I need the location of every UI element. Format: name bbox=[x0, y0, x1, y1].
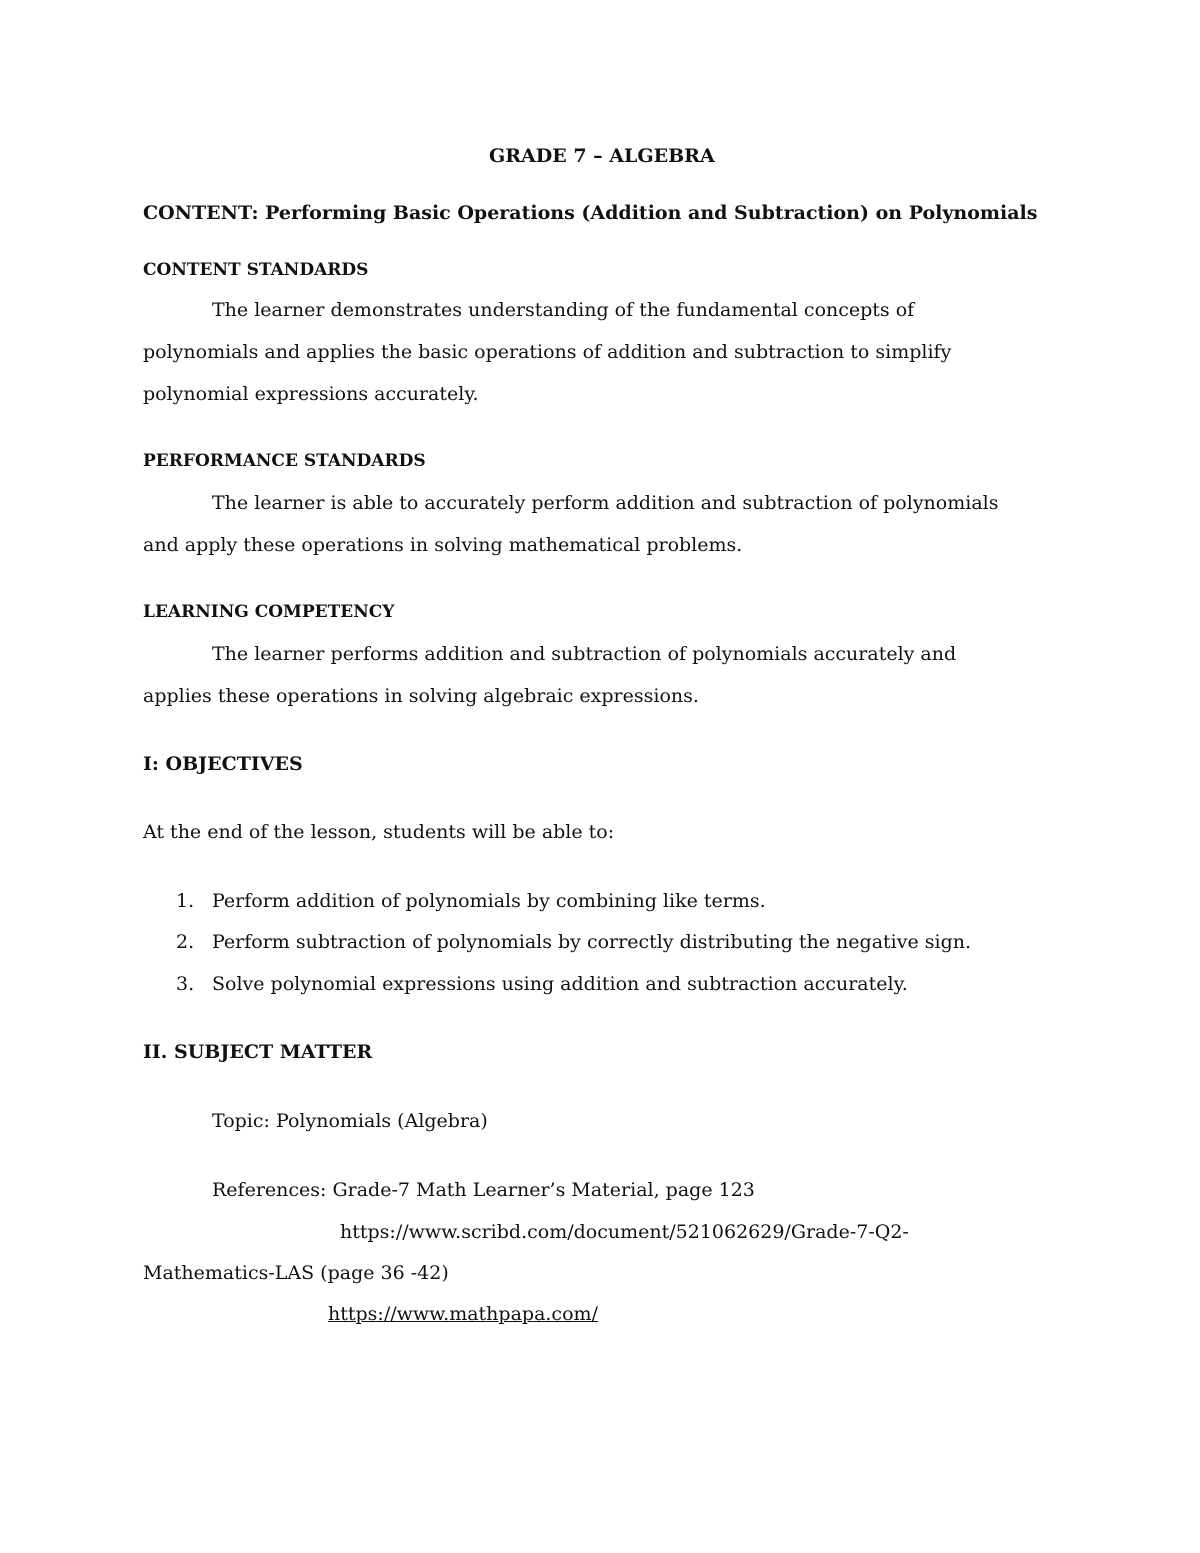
performance-standards-line: and apply these operations in solving mathematical problems. bbox=[143, 534, 743, 556]
objective-item: Perform subtraction of polynomials by correctly distributing the negative sign. bbox=[212, 931, 972, 953]
content-standards-line: polynomials and applies the basic operations of addition and subtraction to simplify bbox=[143, 341, 952, 363]
learning-competency-line: applies these operations in solving algebraic expressions. bbox=[143, 685, 699, 707]
reference-url-continuation: Mathematics-LAS (page 36 -42) bbox=[143, 1262, 449, 1284]
performance-standards-line: The learner is able to accurately perform addition and subtraction of polynomials bbox=[212, 492, 999, 514]
learning-competency-line: The learner performs addition and subtraction of polynomials accurately and bbox=[212, 643, 957, 665]
subject-topic: Topic: Polynomials (Algebra) bbox=[212, 1110, 488, 1132]
reference-url: https://www.scribd.com/document/521062629/Grade-7-Q2- bbox=[340, 1221, 909, 1243]
objective-number: 2. bbox=[176, 931, 195, 953]
objective-item: Solve polynomial expressions using addition and subtraction accurately. bbox=[212, 973, 908, 995]
document-title: GRADE 7 – ALGEBRA bbox=[489, 145, 715, 167]
objective-item: Perform addition of polynomials by combining like terms. bbox=[212, 890, 766, 912]
subject-references: References: Grade-7 Math Learner’s Material, page 123 bbox=[212, 1179, 755, 1201]
reference-link[interactable]: https://www.mathpapa.com/ bbox=[328, 1303, 598, 1325]
objectives-heading: I: OBJECTIVES bbox=[143, 753, 303, 775]
performance-standards-heading: PERFORMANCE STANDARDS bbox=[143, 451, 426, 471]
objective-number: 3. bbox=[176, 973, 195, 995]
objective-number: 1. bbox=[176, 890, 195, 912]
content-standards-line: polynomial expressions accurately. bbox=[143, 383, 479, 405]
content-standards-heading: CONTENT STANDARDS bbox=[143, 260, 369, 280]
content-heading: CONTENT: Performing Basic Operations (Addition and Subtraction) on Polynomials bbox=[143, 202, 1038, 224]
learning-competency-heading: LEARNING COMPETENCY bbox=[143, 602, 395, 622]
subject-matter-heading: II. SUBJECT MATTER bbox=[143, 1041, 373, 1063]
content-standards-line: The learner demonstrates understanding of the fundamental concepts of bbox=[212, 299, 915, 321]
objectives-intro: At the end of the lesson, students will be able to: bbox=[143, 821, 615, 843]
